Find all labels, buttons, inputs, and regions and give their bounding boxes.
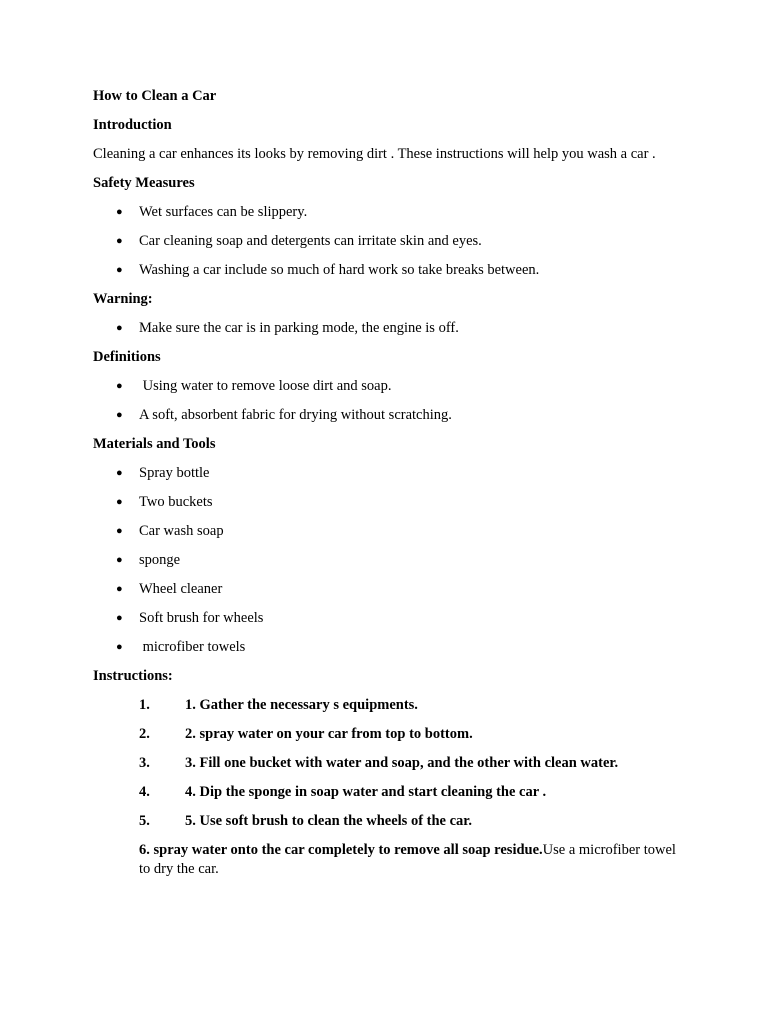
step-number: 5. [139,813,150,829]
warning-list [93,319,683,338]
step-number: 1. [139,697,150,713]
document-title: How to Clean a Car [93,88,217,104]
step-text: 4. Dip the sponge in soap water and start cleaning the car . [185,784,547,800]
instructions-list [93,696,683,831]
step-item [93,754,683,773]
step-text: 5. Use soft brush to clean the wheels of the car. [185,813,473,829]
step-text: 1. Gather the necessary s equipments. [185,697,418,713]
materials-list [93,464,683,657]
list-item-text: sponge [139,552,181,568]
definitions-list [93,377,683,425]
step-item [93,783,683,802]
list-item [93,406,683,425]
bullet-icon: ● [116,467,123,479]
materials-heading: Materials and Tools [93,436,216,452]
bullet-icon: ● [116,264,123,276]
definitions-heading: Definitions [93,349,161,365]
list-item-text: Wet surfaces can be slippery. [139,204,308,220]
bullet-icon: ● [116,612,123,624]
list-item [93,232,683,251]
step-item [93,812,683,831]
list-item-text: Using water to remove loose dirt and soap. [139,378,392,394]
list-item-text: A soft, absorbent fabric for drying without scratching. [139,407,452,423]
warning-heading: Warning: [93,291,153,307]
bullet-icon: ● [116,206,123,218]
bullet-icon: ● [116,641,123,653]
list-item [93,580,683,599]
list-item-text: Washing a car include so much of hard work so take breaks between. [139,262,540,278]
list-item-text: Make sure the car is in parking mode, the engine is off. [139,320,459,336]
list-item-text: Soft brush for wheels [139,610,264,626]
list-item [93,319,683,338]
intro-text: Cleaning a car enhances its looks by removing dirt . These instructions will help you wash a car . [93,146,656,162]
bullet-icon: ● [116,554,123,566]
safety-heading: Safety Measures [93,175,195,191]
final-step-rest: Use a microfiber towel to dry the car. [139,842,676,877]
list-item-text: Wheel cleaner [139,581,223,597]
list-item [93,464,683,483]
list-item [93,522,683,541]
list-item [93,261,683,280]
bullet-icon: ● [116,322,123,334]
list-item [93,203,683,222]
instructions-heading: Instructions: [93,668,173,684]
bullet-icon: ● [116,496,123,508]
document-page [93,87,683,879]
step-item [93,725,683,744]
list-item-text: Two buckets [139,494,213,510]
list-item [93,551,683,570]
list-item [93,377,683,396]
list-item-text: Car wash soap [139,523,224,539]
bullet-icon: ● [116,235,123,247]
step-number: 3. [139,755,150,771]
bullet-icon: ● [116,525,123,537]
list-item [93,609,683,628]
step-number: 2. [139,726,150,742]
list-item [93,493,683,512]
step-text: 3. Fill one bucket with water and soap, and the other with clean water. [185,755,619,771]
step-item [93,696,683,715]
bullet-icon: ● [116,380,123,392]
step-number: 4. [139,784,150,800]
list-item-text: Car cleaning soap and detergents can irritate skin and eyes. [139,233,482,249]
bullet-icon: ● [116,583,123,595]
final-step-bold: 6. spray water onto the car completely to remove all soap residue. [139,842,543,858]
safety-list [93,203,683,280]
list-item [93,638,683,657]
step-text: 2. spray water on your car from top to bottom. [185,726,473,742]
list-item-text: microfiber towels [139,639,246,655]
final-step [93,841,683,879]
bullet-icon: ● [116,409,123,421]
intro-heading: Introduction [93,117,172,133]
list-item-text: Spray bottle [139,465,210,481]
